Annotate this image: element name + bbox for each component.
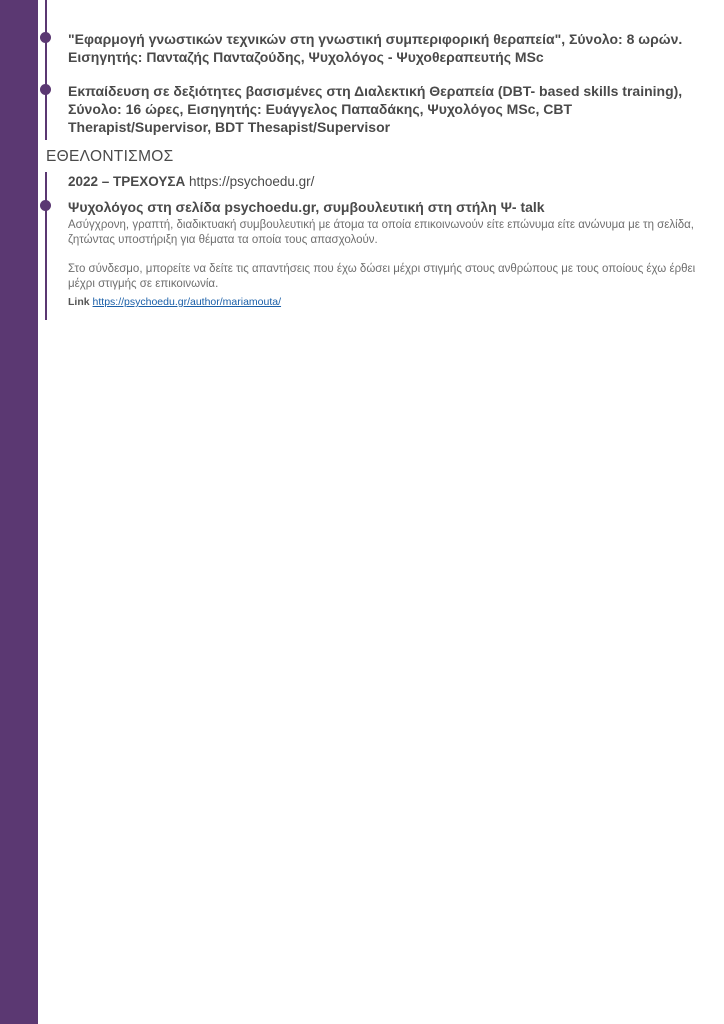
link-row <box>68 296 281 308</box>
seminar-title: "Εφαρμογή γνωστικών τεχνικών στη γνωστική συμπεριφορική θεραπεία", Σύνολο: 8 ωρών. Εισηγητής: Πανταζής Πανταζούδης, Ψυχολόγος - Ψυχοθεραπευτής MSc <box>68 31 683 65</box>
timeline-bullet-icon <box>40 84 51 95</box>
timeline-line <box>45 0 47 140</box>
profile-link[interactable]: https://psychoedu.gr/author/mariamouta/ <box>92 296 282 308</box>
position-description: Ασύγχρονη, γραπτή, διαδικτυακή συμβουλευτική με άτομα τα οποία επικοινωνούν είτε επώνυμα είτε ανώνυμα με τη σελίδα, ζητώντας υποστήριξη για θέματα τα οποία τους απασχολούν. <box>68 219 694 246</box>
date-text: 2022 – ΤΡΕΧΟΥΣΑ <box>68 174 186 189</box>
seminar-title: Εκπαίδευση σε δεξιότητες βασισμένες στη Διαλεκτική Θεραπεία (DBT- based skills training), Σύνολο: 16 ώρες, Εισηγητής: Ευάγγελος Παπαδάκης, Ψυχολόγος MSc, CBT Therapist/Supervisor, BDT Thesapist/Supervisor <box>68 83 683 135</box>
position-title: Ψυχολόγος στη σελίδα psychoedu.gr, συμβουλευτική στη στήλη Ψ- talk <box>68 199 545 215</box>
timeline-bullet-icon <box>40 32 51 43</box>
sidebar-accent-bar <box>0 0 38 1024</box>
section-heading-volunteering: ΕΘΕΛΟΝΤΙΣΜΟΣ <box>46 148 174 165</box>
date-range <box>68 174 314 189</box>
link-label: Link <box>68 296 90 308</box>
site-text: https://psychoedu.gr/ <box>189 174 315 189</box>
timeline-line <box>45 172 47 320</box>
position-description-link-note: Στο σύνδεσμο, μπορείτε να δείτε τις απαντήσεις που έχω δώσει μέχρι στιγμής στους ανθρώπους με τους οποίους έχω έρθει μέχρι στιγμής σε επικοινωνία. <box>68 263 696 290</box>
timeline-bullet-icon <box>40 200 51 211</box>
